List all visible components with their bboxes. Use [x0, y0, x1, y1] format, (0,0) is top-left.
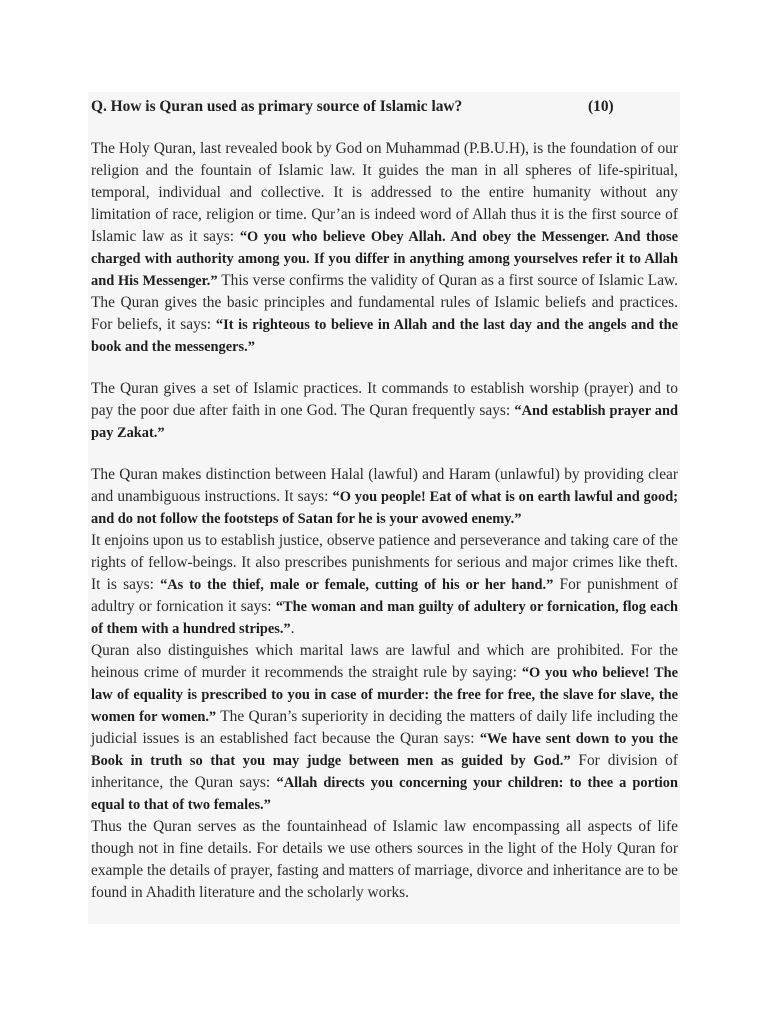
paragraph-text: The Quran gives a set of Islamic practices. It commands to establish worship (prayer) and to pay the poor due after faith in one God. The Quran frequently says: — [91, 380, 678, 419]
paragraph-text: For punishment of adultry or fornication it says: — [91, 576, 678, 615]
quoted-verse: “It is righteous to believe in Allah and the last day and the angels and the book and the messengers.” — [91, 317, 678, 355]
question-marks: (10) — [588, 98, 614, 115]
question-text: Q. How is Quran used as primary source of Islamic law? — [91, 98, 463, 115]
document-page — [88, 92, 680, 924]
paragraph-text: The Quran’s superiority in deciding the matters of daily life including the judicial issues is an established fact because the Quran says: — [91, 708, 678, 747]
answer-body — [91, 138, 678, 904]
quoted-verse: “Allah directs you concerning your children: to thee a portion equal to that of two females.” — [91, 775, 678, 813]
paragraph-text: This verse confirms the validity of Quran as a first source of Islamic Law. The Quran gives the basic principles and fundamental rules of Islamic beliefs and practices. For beliefs, it says: — [91, 272, 678, 333]
quoted-verse: “And establish prayer and pay Zakat.” — [91, 403, 678, 441]
answer-paragraph — [91, 530, 678, 640]
quoted-verse: “O you people! Eat of what is on earth lawful and good; and do not follow the footsteps of Satan for he is your avowed enemy.” — [91, 489, 679, 527]
quoted-verse: “O you who believe Obey Allah. And obey the Messenger. And those charged with authority among you. If you differ in anything among yourselves refer it to Allah and His Messenger.” — [91, 229, 678, 289]
paragraph-text: . — [290, 620, 295, 637]
paragraph-text: For division of inheritance, the Quran says: — [91, 752, 678, 791]
paragraph-text: The Holy Quran, last revealed book by God on Muhammad (P.B.U.H), is the foundation of our religion and the fountain of Islamic law. It guides the man in all spheres of life-spiritual, temporal, individual and collective. It is addressed to the entire humanity without any limitation of race, religion or time. Qur’an is indeed word of Allah thus it is the first source of Islamic law as it says: — [91, 140, 678, 245]
paragraph-text: Thus the Quran serves as the fountainhead of Islamic law encompassing all aspects of life though not in fine details. For details we use others sources in the light of the Holy Quran for example the details of prayer, fasting and matters of marriage, divorce and inheritance are to be found in Ahadith literature and the scholarly works. — [91, 818, 678, 901]
answer-paragraph — [91, 464, 678, 530]
paragraph-text: The Quran makes distinction between Halal (lawful) and Haram (unlawful) by providing clear and unambiguous instructions. It says: — [91, 466, 678, 505]
quoted-verse: “As to the thief, male or female, cutting of his or her hand.” — [160, 577, 554, 593]
answer-paragraph — [91, 816, 678, 904]
paragraph-text: Quran also distinguishes which marital laws are lawful and which are prohibited. For the heinous crime of murder it recommends the straight rule by saying: — [91, 642, 678, 681]
paragraph-text: It enjoins upon us to establish justice, observe patience and perseverance and taking care of the rights of fellow-beings. It also prescribes punishments for serious and major crimes like theft. It is says: — [91, 532, 678, 593]
quoted-verse: “The woman and man guilty of adultery or fornication, flog each of them with a hundred stripes.” — [91, 599, 678, 637]
question-heading — [91, 96, 678, 118]
quoted-verse: “O you who believe! The law of equality is prescribed to you in case of murder: the free for free, the slave for slave, the women for women.” — [91, 665, 678, 725]
answer-paragraph — [91, 378, 678, 444]
answer-paragraph — [91, 138, 678, 358]
answer-paragraph — [91, 640, 678, 816]
quoted-verse: “We have sent down to you the Book in truth so that you may judge between men as guided by God.” — [91, 731, 678, 769]
